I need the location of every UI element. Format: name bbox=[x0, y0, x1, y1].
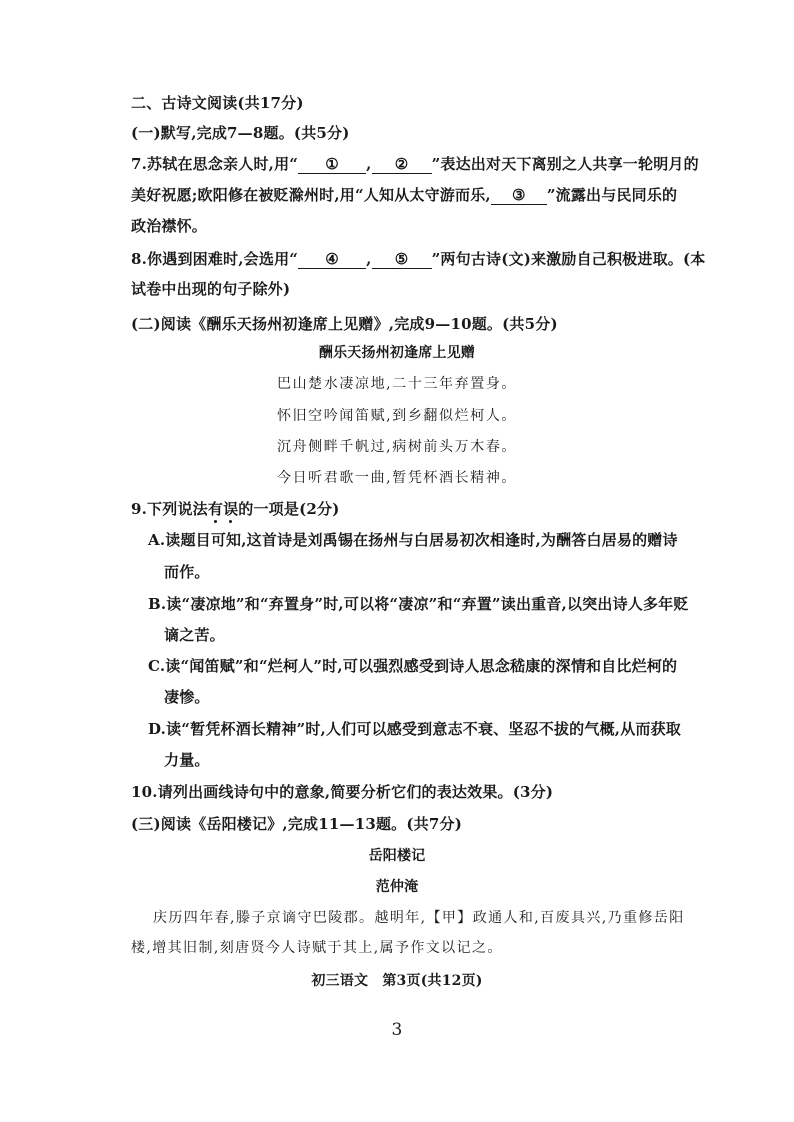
option-d-line-1: D.读“暂凭杯酒长精神”时,人们可以感受到意志不衰、坚忍不拔的气概,从而获取 bbox=[148, 720, 681, 738]
q8-separator: , bbox=[366, 250, 372, 268]
question-9-stem bbox=[131, 498, 340, 520]
poem-line-3: 沉舟侧畔千帆过,病树前头万木春。 bbox=[276, 439, 518, 455]
question-8-line-1 bbox=[131, 248, 705, 270]
part-three-heading: (三)阅读《岳阳楼记》,完成11—13题。(共7分) bbox=[131, 815, 462, 833]
section-heading: 二、古诗文阅读(共17分) bbox=[131, 94, 304, 112]
q8-text-c: ”两句古诗(文)来激励自己积极进取。(本 bbox=[431, 250, 706, 268]
option-a-line-1: A.读题目可知,这首诗是刘禹锡在扬州与白居易初次相逢时,为酬答白居易的赠诗 bbox=[148, 531, 678, 549]
poem-title: 酬乐天扬州初逢席上见赠 bbox=[318, 345, 476, 361]
question-7-line-2 bbox=[131, 184, 677, 206]
page-footer: 初三语文 第3页(共12页) bbox=[311, 973, 483, 989]
question-10: 10.请列出画线诗句中的意象,简要分析它们的表达效果。(3分) bbox=[131, 783, 554, 801]
emphasis-char-2: 误 bbox=[223, 500, 239, 518]
q7-text-c: ”表达出对天下离别之人共享一轮明月的 bbox=[431, 155, 699, 173]
question-7-line-1 bbox=[131, 153, 699, 175]
answer-blank-2[interactable]: ② bbox=[372, 155, 432, 174]
page-number: 3 bbox=[391, 1020, 403, 1040]
q7-separator: , bbox=[366, 155, 372, 173]
poem-line-2: 怀旧空吟闻笛赋,到乡翻似烂柯人。 bbox=[276, 408, 518, 424]
q7-line2-b: ”流露出与民同乐的 bbox=[546, 186, 678, 204]
article-author: 范仲淹 bbox=[375, 879, 419, 895]
option-c-line-1: C.读“闻笛赋”和“烂柯人”时,可以强烈感受到诗人思念嵇康的深情和自比烂柯的 bbox=[148, 657, 678, 675]
option-c-line-2: 凄惨。 bbox=[164, 688, 210, 706]
poem-line-1: 巴山楚水凄凉地,二十三年弃置身。 bbox=[276, 376, 518, 392]
poem-line-4: 今日听君歌一曲,暂凭杯酒长精神。 bbox=[276, 470, 518, 486]
part-one-heading: (一)默写,完成7—8题。(共5分) bbox=[131, 124, 350, 142]
q9-stem-b: 的一项是(2分) bbox=[238, 500, 340, 518]
question-7-line-3: 政治襟怀。 bbox=[131, 217, 208, 235]
article-title: 岳阳楼记 bbox=[368, 848, 426, 864]
article-paragraph-line-2: 楼,增其旧制,刻唐贤今人诗赋于其上,属予作文以记之。 bbox=[131, 940, 503, 956]
q7-text-a: 7.苏轼在思念亲人时,用“ bbox=[131, 155, 299, 173]
option-b-line-2: 谪之苦。 bbox=[164, 626, 225, 644]
answer-blank-4[interactable]: ④ bbox=[298, 250, 366, 269]
q9-stem-a: 9.下列说法 bbox=[131, 500, 208, 518]
option-a-line-2: 而作。 bbox=[164, 563, 210, 581]
q8-text-a: 8.你遇到困难时,会选用“ bbox=[131, 250, 299, 268]
answer-blank-5[interactable]: ⑤ bbox=[372, 250, 432, 269]
q7-line2-a: 美好祝愿;欧阳修在被贬滁州时,用“人知从太守游而乐, bbox=[131, 186, 491, 204]
question-8-line-2: 试卷中出现的句子除外) bbox=[131, 280, 291, 298]
emphasis-char-1: 有 bbox=[207, 500, 224, 518]
option-d-line-2: 力量。 bbox=[164, 751, 210, 769]
option-b-line-1: B.读“凄凉地”和“弃置身”时,可以将“凄凉”和“弃置”读出重音,以突出诗人多年贬 bbox=[148, 595, 689, 613]
answer-blank-3[interactable]: ③ bbox=[491, 186, 547, 205]
part-two-heading: (二)阅读《酬乐天扬州初逢席上见赠》,完成9—10题。(共5分) bbox=[131, 315, 558, 333]
answer-blank-1[interactable]: ① bbox=[298, 155, 366, 174]
article-paragraph-line-1: 庆历四年春,滕子京谪守巴陵郡。越明年,【甲】政通人和,百废具兴,乃重修岳阳 bbox=[153, 910, 685, 926]
